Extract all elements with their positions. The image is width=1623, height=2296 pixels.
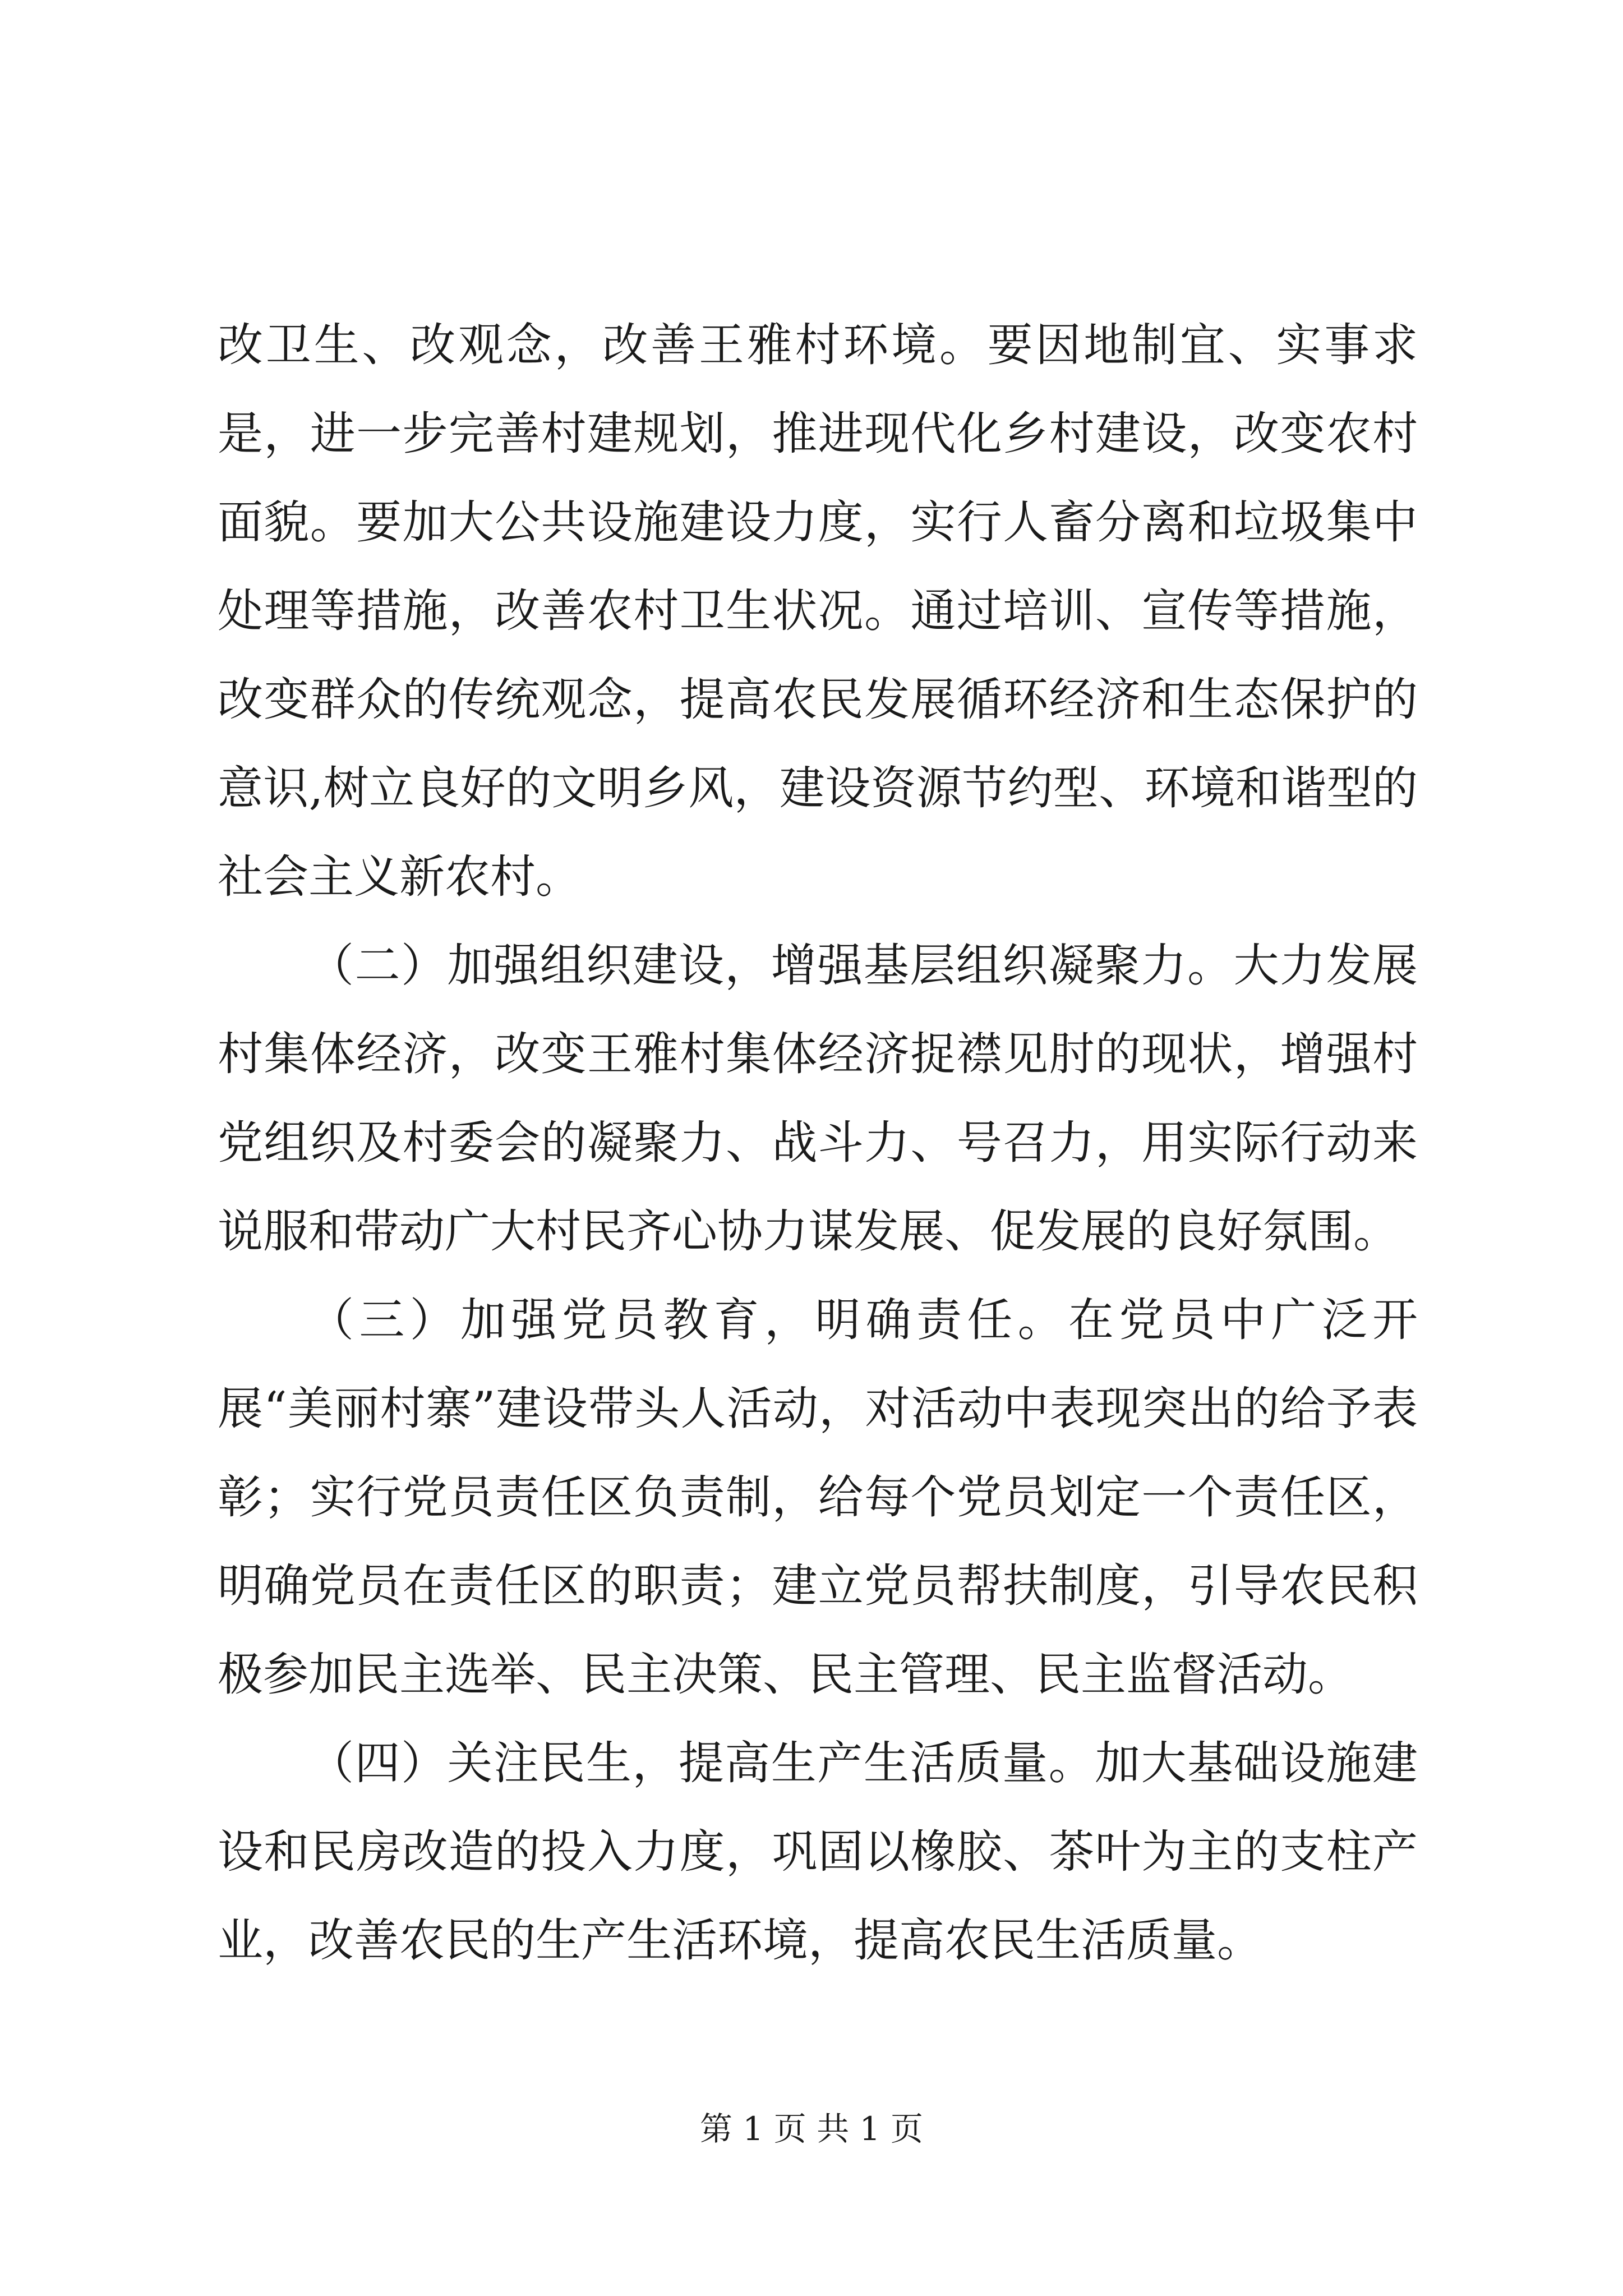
paragraph-2: （二）加强组织建设，增强基层组织凝聚力。大力发展村集体经济，改变王雅村集体经济捉襟见肘的现状，增强村党组织及村委会的凝聚力、战斗力、号召力，用实际行动来说服和带动广大村民齐心协力谋发展、促发展的良好氛围。 bbox=[218, 940, 1418, 1258]
paragraph-1: 改卫生、改观念，改善王雅村环境。要因地制宜、实事求是，进一步完善村建规划，推进现代化乡村建设，改变农村面貌。要加大公共设施建设力度，实行人畜分离和垃圾集中处理等措施，改善农村卫生状况。通过培训、宣传等措施，改变群众的传统观念，提高农民发展循环经济和生态保护的意识,树立良好的文明乡风，建设资源节约型、环境和谐型的社会主义新农村。 bbox=[218, 319, 1418, 904]
page-footer bbox=[0, 2109, 1623, 2148]
page-number-label: 第 1 页 共 1 页 bbox=[700, 2110, 923, 2148]
paragraph-3: （三）加强党员教育，明确责任。在党员中广泛开展“美丽村寨”建设带头人活动，对活动中表现突出的给予表彰；实行党员责任区负责制，给每个党员划定一个责任区，明确党员在责任区的职责；建立党员帮扶制度，引导农民积极参加民主选举、民主决策、民主管理、民主监督活动。 bbox=[218, 1294, 1418, 1701]
document-body bbox=[218, 301, 1418, 1985]
paragraph-4: （四）关注民生，提高生产生活质量。加大基础设施建设和民房改造的投入力度，巩固以橡胶、茶叶为主的支柱产业，改善农民的生产生活环境，提高农民生活质量。 bbox=[218, 1737, 1418, 1967]
